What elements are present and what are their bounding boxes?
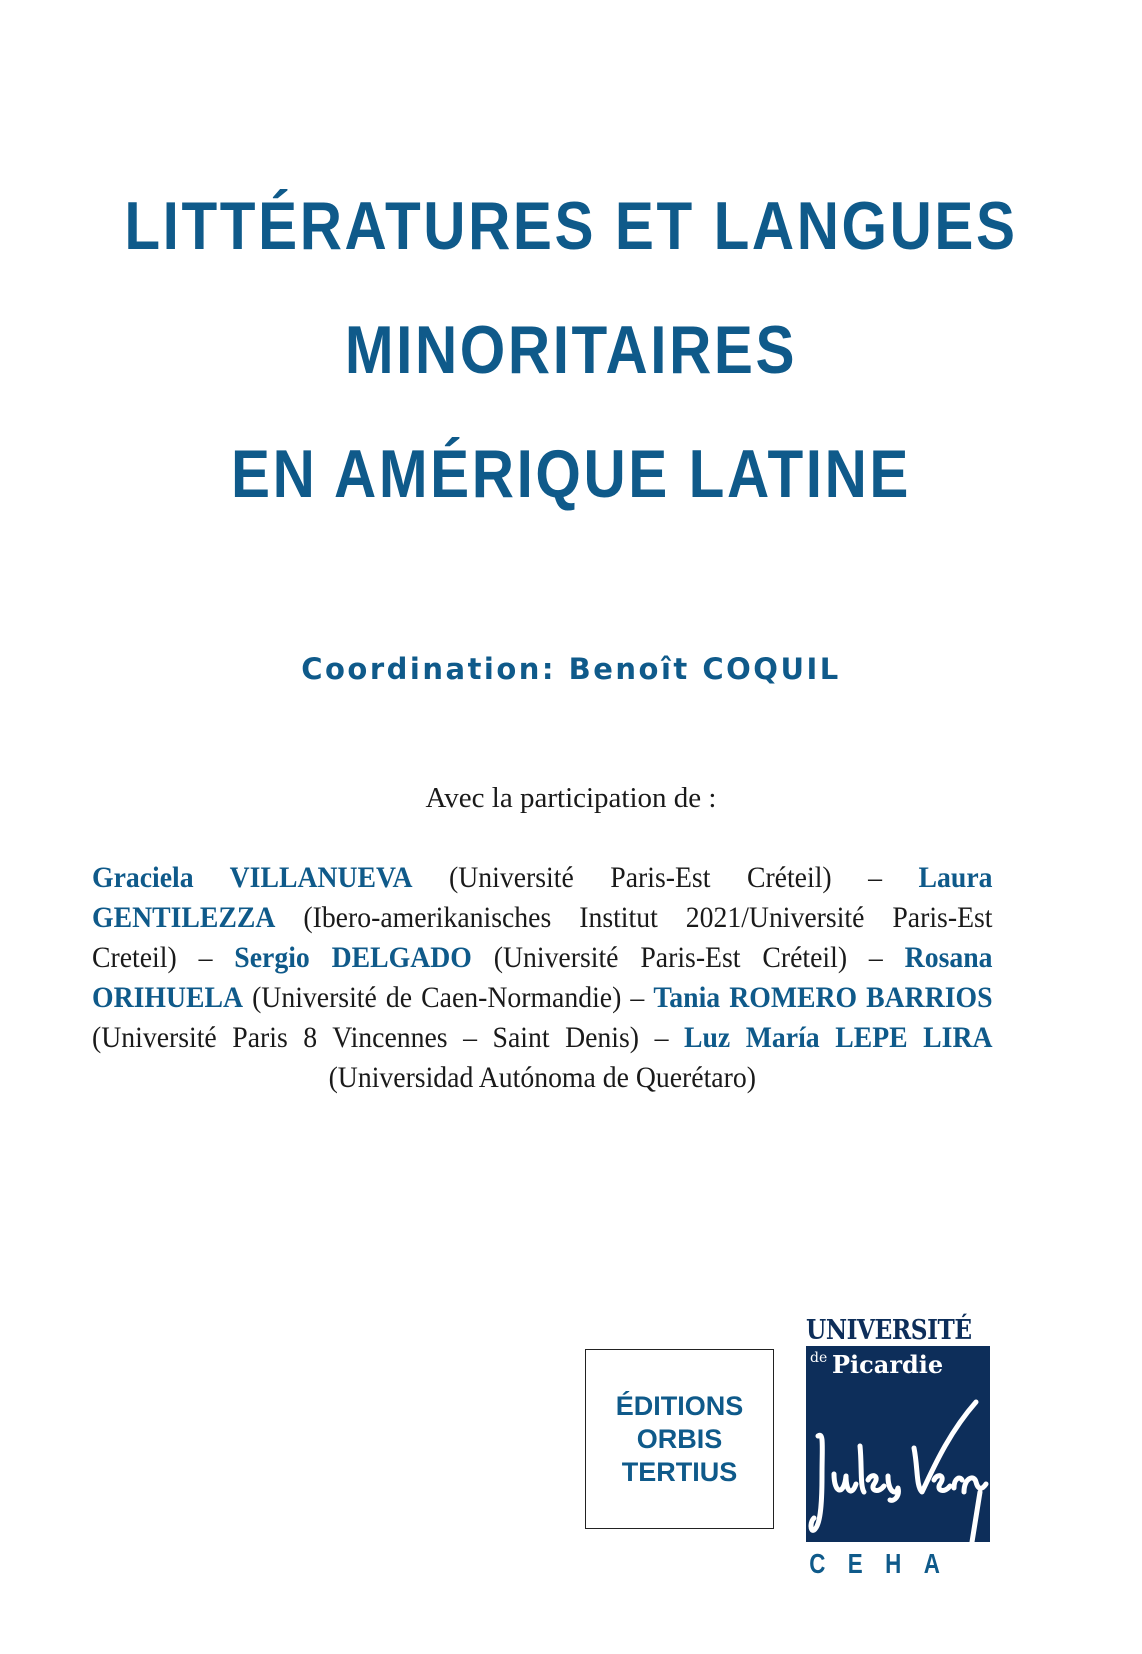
participant-affiliation: (Université Paris-Est Créteil) – [412,862,919,894]
university-de: de [810,1350,828,1366]
participant-name: Tania ROMERO BARRIOS [653,982,993,1014]
title-line-2: MINORITAIRES [344,312,798,388]
publisher-logo [585,1349,774,1529]
participant-name: Rosana ORIHUELA [92,942,993,1014]
participant-affiliation: (Universidad Autónoma de Querétaro) [328,1062,756,1094]
participant-affiliation: (Université Paris-Est Créteil) – [471,942,905,974]
coordination-line: Coordination: Benoît COQUIL [301,652,841,686]
participant-affiliation: (Ibero-amerikanisches Institut 2021/Université Paris-Est Creteil) – [92,902,993,974]
university-logo-block [806,1346,990,1542]
participant-name: Graciela VILLANUEVA [92,862,413,894]
participant-affiliation: (Université de Caen-Normandie) – [243,982,654,1014]
participant-name: Laura GENTILEZZA [92,862,993,934]
jules-verne-signature-icon [806,1396,990,1542]
publisher-line: ORBIS [636,1423,723,1454]
participants-paragraph [92,858,993,1098]
publisher-line: ÉDITIONS [615,1390,744,1421]
university-logo [806,1316,991,1580]
university-name: Picardie [832,1350,944,1379]
university-wordmark: UNIVERSITÉ [806,1315,972,1346]
title-line-1: LITTÉRATURES ET LANGUES [124,188,1018,264]
participant-name: Luz María LEPE LIRA [683,1022,993,1054]
participation-heading: Avec la participation de : [425,782,717,814]
ceha-label: CEHA [809,1548,963,1579]
title-line-3: EN AMÉRIQUE LATINE [231,436,911,512]
participant-affiliation: (Université Paris 8 Vincennes – Saint Denis) – [92,1022,684,1054]
participant-name: Sergio DELGADO [234,942,472,974]
publisher-line: TERTIUS [621,1456,738,1487]
